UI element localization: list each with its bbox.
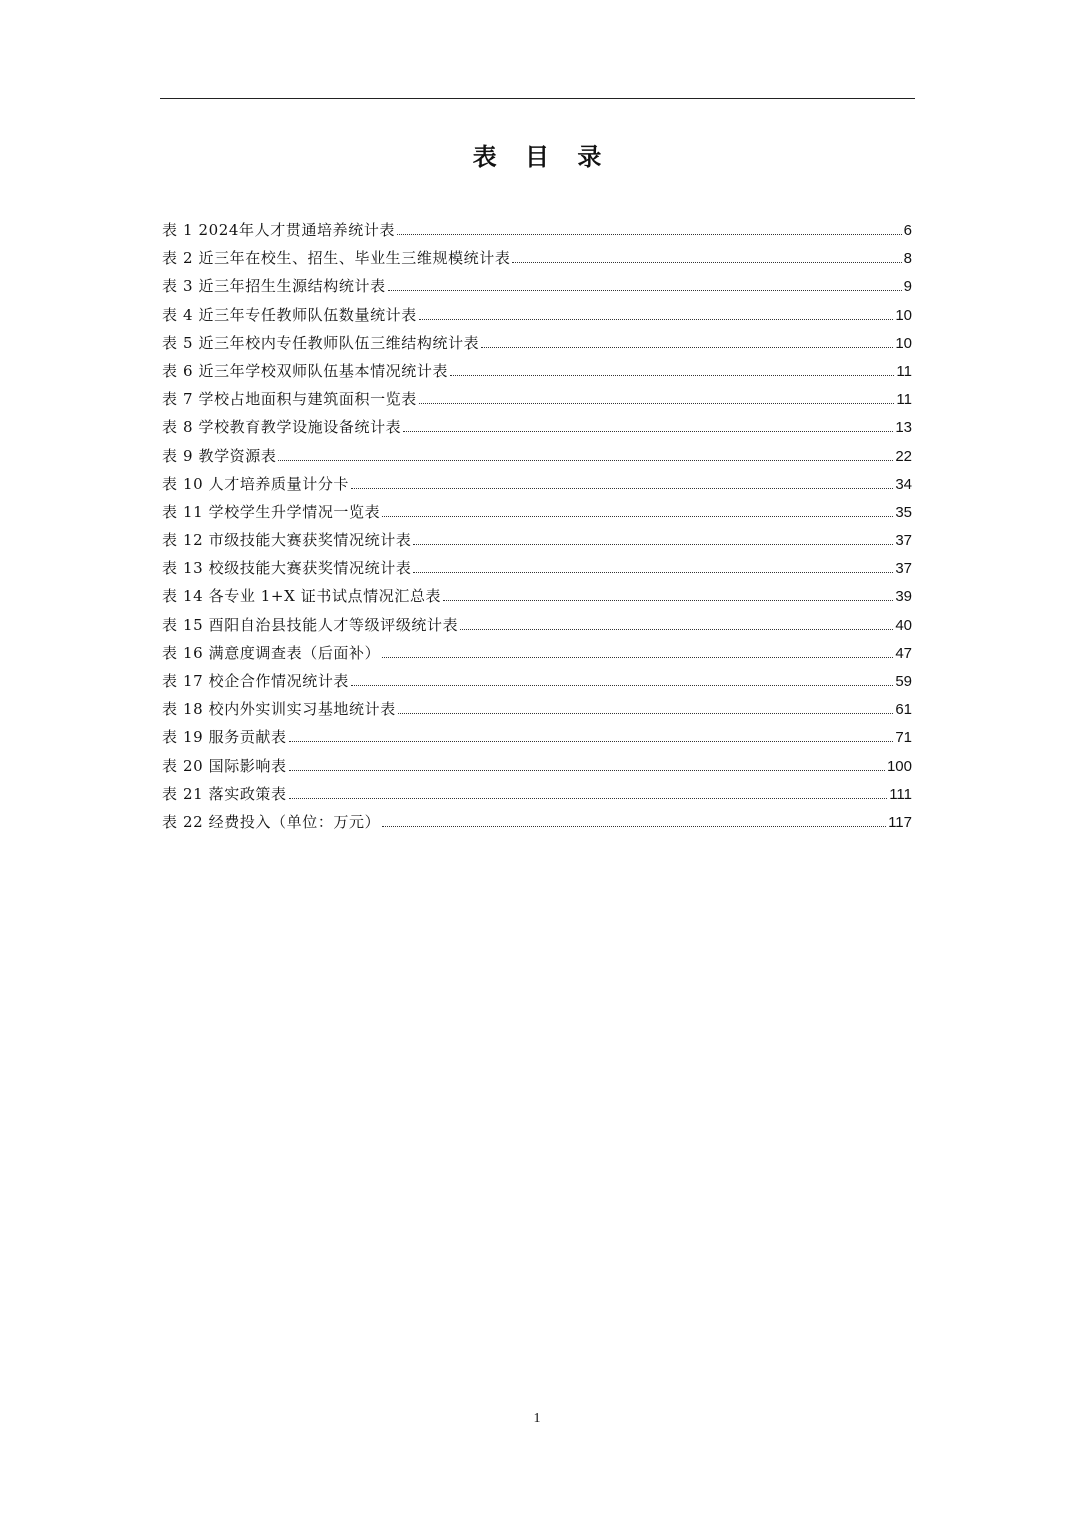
toc-entry-label: 表 22 经费投入（单位：万元） xyxy=(162,812,381,831)
toc-entry-page: 40 xyxy=(895,616,912,634)
dot-leader xyxy=(278,460,893,461)
toc-entry-label: 表 3 近三年招生生源结构统计表 xyxy=(162,277,386,296)
toc-entry-page: 37 xyxy=(895,560,912,578)
toc-entry[interactable] xyxy=(162,470,912,498)
toc-entry[interactable] xyxy=(162,244,912,272)
dot-leader xyxy=(289,741,894,742)
dot-leader xyxy=(382,516,893,517)
toc-entry[interactable] xyxy=(162,667,912,695)
dot-leader xyxy=(413,572,893,573)
toc-entry-page: 11 xyxy=(896,391,912,409)
toc-entry-label: 表 16 满意度调查表（后面补） xyxy=(162,643,381,662)
toc-entry-label: 表 10 人才培养质量计分卡 xyxy=(162,474,350,493)
toc-entry-label: 表 1 2024年人才贯通培养统计表 xyxy=(162,221,396,239)
page-number: 1 xyxy=(533,1411,541,1426)
toc-entry-page: 117 xyxy=(888,813,912,831)
toc-entry[interactable] xyxy=(162,301,912,329)
dot-leader xyxy=(460,629,893,630)
toc-entry[interactable] xyxy=(162,357,912,385)
toc-entry-label: 表 11 学校学生升学情况一览表 xyxy=(162,502,381,521)
toc-entry-page: 9 xyxy=(903,278,912,296)
toc-entry[interactable] xyxy=(162,498,912,526)
toc-entry-label: 表 13 校级技能大赛获奖情况统计表 xyxy=(162,559,412,578)
dot-leader xyxy=(289,770,885,771)
toc-entry-page: 22 xyxy=(895,447,912,465)
dot-leader xyxy=(512,262,901,263)
dot-leader xyxy=(419,319,893,320)
toc-entry-label: 表 15 酉阳自治县技能人才等级评级统计表 xyxy=(162,615,459,634)
toc-entry[interactable] xyxy=(162,442,912,470)
toc-entry[interactable] xyxy=(162,611,912,639)
toc-entry-page: 61 xyxy=(895,701,912,719)
dot-leader xyxy=(450,375,894,376)
toc-entry-label: 表 8 学校教育教学设施设备统计表 xyxy=(162,418,402,437)
toc-entry-page: 10 xyxy=(895,306,912,324)
toc-entry[interactable] xyxy=(162,723,912,751)
dot-leader xyxy=(443,600,893,601)
toc-entry-page: 100 xyxy=(886,757,912,775)
toc-entry-page: 13 xyxy=(895,419,912,437)
dot-leader xyxy=(403,431,893,432)
toc-entry-label: 表 2 近三年在校生、招生、毕业生三维规模统计表 xyxy=(162,249,511,268)
toc-entry[interactable] xyxy=(162,385,912,413)
toc-entry-label: 表 12 市级技能大赛获奖情况统计表 xyxy=(162,531,412,550)
toc-entry[interactable] xyxy=(162,216,912,244)
toc-entry-label: 表 17 校企合作情况统计表 xyxy=(162,672,350,690)
toc-entry-label: 表 4 近三年专任教师队伍数量统计表 xyxy=(162,305,417,324)
toc-entry-label: 表 5 近三年校内专任教师队伍三维结构统计表 xyxy=(162,333,480,352)
toc-entry-label: 表 7 学校占地面积与建筑面积一览表 xyxy=(162,390,417,409)
page-title: 表 目 录 xyxy=(472,143,612,171)
toc-entry[interactable] xyxy=(162,329,912,357)
toc-entry-page: 37 xyxy=(895,532,912,550)
toc-entry-page: 71 xyxy=(895,729,912,747)
toc-entry-page: 8 xyxy=(903,250,912,268)
dot-leader xyxy=(397,234,902,235)
toc-entry[interactable] xyxy=(162,780,912,808)
toc-entry-label: 表 20 国际影响表 xyxy=(162,756,287,775)
dot-leader xyxy=(382,826,886,827)
header-rule xyxy=(160,98,915,99)
toc-entry[interactable] xyxy=(162,752,912,780)
toc-entry-page: 10 xyxy=(895,334,912,352)
toc-entry-label: 表 18 校内外实训实习基地统计表 xyxy=(162,700,396,719)
toc-entry-label: 表 19 服务贡献表 xyxy=(162,728,287,747)
dot-leader xyxy=(413,544,893,545)
toc-entry-page: 35 xyxy=(895,503,912,521)
toc-entry-label: 表 21 落实政策表 xyxy=(162,784,287,803)
dot-leader xyxy=(289,798,888,799)
toc-entry[interactable] xyxy=(162,582,912,610)
toc-entry[interactable] xyxy=(162,808,912,836)
toc-entry[interactable] xyxy=(162,272,912,300)
toc-entry-label: 表 9 教学资源表 xyxy=(162,446,277,465)
toc-entry-page: 11 xyxy=(896,362,912,380)
toc-entry[interactable] xyxy=(162,526,912,554)
dot-leader xyxy=(388,290,902,291)
dot-leader xyxy=(481,347,893,348)
dot-leader xyxy=(351,685,893,686)
dot-leader xyxy=(419,403,895,404)
dot-leader xyxy=(382,657,893,658)
toc-entry-page: 39 xyxy=(895,588,912,606)
dot-leader xyxy=(398,713,893,714)
toc-entry-page: 47 xyxy=(895,644,912,662)
toc-entry-label: 表 6 近三年学校双师队伍基本情况统计表 xyxy=(162,361,449,380)
toc-entry-label: 表 14 各专业 1+X 证书试点情况汇总表 xyxy=(162,587,442,606)
toc-entry[interactable] xyxy=(162,413,912,441)
toc-entry-page: 34 xyxy=(895,475,912,493)
toc-entry[interactable] xyxy=(162,639,912,667)
dot-leader xyxy=(351,488,893,489)
table-of-contents xyxy=(162,216,912,836)
toc-entry-page: 59 xyxy=(895,673,912,690)
toc-entry-page: 111 xyxy=(889,785,912,803)
toc-entry[interactable] xyxy=(162,695,912,723)
toc-entry[interactable] xyxy=(162,554,912,582)
toc-entry-page: 6 xyxy=(903,222,912,239)
